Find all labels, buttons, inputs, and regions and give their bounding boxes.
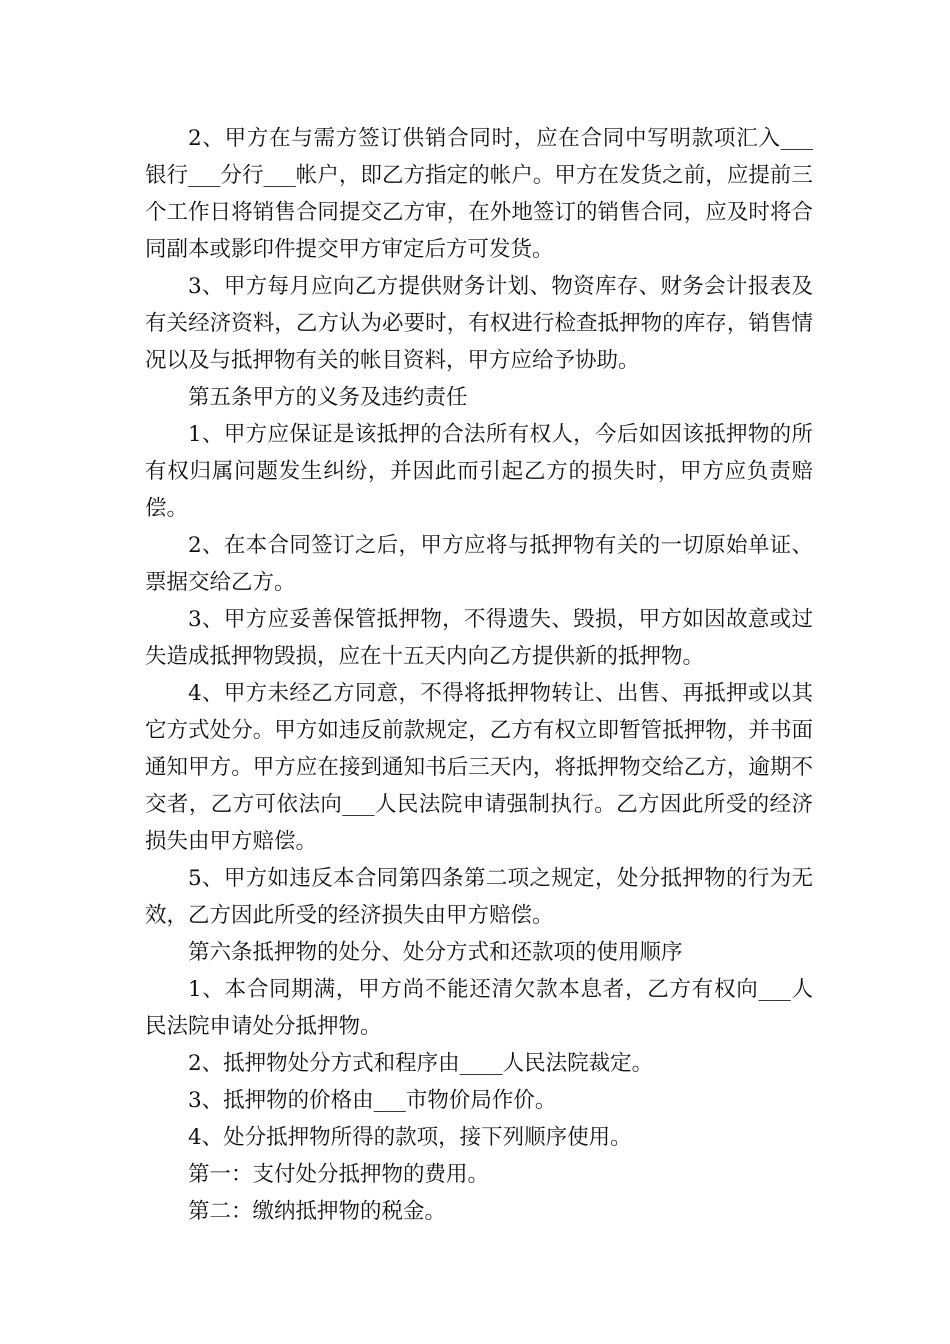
paragraph: 4、甲方未经乙方同意，不得将抵押物转让、出售、再抵押或以其它方式处分。甲方如违反前款规定，乙方有权立即暂管抵押物，并书面通知甲方。甲方应在接到通知书后三天内，将抵押物交给乙方，逾期不交者，乙方可依法向___人民法院申请强制执行。乙方因此所受的经济损失由甲方赔偿。 bbox=[145, 681, 813, 854]
paragraph: 3、甲方每月应向乙方提供财务计划、物资库存、财务会计报表及有关经济资料，乙方认为必要时，有权进行检查抵押物的库存，销售情况以及与抵押物有关的帐目资料，甲方应给予协助。 bbox=[145, 274, 813, 373]
document-body bbox=[145, 120, 813, 1230]
paragraph: 1、甲方应保证是该抵押的合法所有权人，今后如因该抵押物的所有权归属问题发生纠纷，并因此而引起乙方的损失时，甲方应负责赔偿。 bbox=[145, 422, 813, 521]
paragraph: 第一：支付处分抵押物的费用。 bbox=[188, 1162, 490, 1187]
paragraph: 3、抵押物的价格由___市物价局作价。 bbox=[188, 1088, 557, 1113]
paragraph: 1、本合同期满，甲方尚不能还清欠款本息者，乙方有权向___人民法院申请处分抵押物。 bbox=[145, 977, 813, 1039]
paragraph: 4、处分抵押物所得的款项，接下列顺序使用。 bbox=[188, 1125, 632, 1150]
paragraph: 2、甲方在与需方签订供销合同时，应在合同中写明款项汇入___银行___分行___帐户，即乙方指定的帐户。甲方在发货之前，应提前三个工作日将销售合同提交乙方审，在外地签订的销售合同，应及时将合同副本或影印件提交甲方审定后方可发货。 bbox=[145, 126, 813, 262]
paragraph: 2、抵押物处分方式和程序由____人民法院裁定。 bbox=[188, 1051, 654, 1076]
paragraph: 3、甲方应妥善保管抵押物，不得遗失、毁损，甲方如因故意或过失造成抵押物毁损，应在十五天内向乙方提供新的抵押物。 bbox=[145, 607, 813, 669]
section-heading: 第六条抵押物的处分、处分方式和还款项的使用顺序 bbox=[188, 940, 683, 965]
section-heading: 第五条甲方的义务及违约责任 bbox=[188, 385, 468, 410]
paragraph: 5、甲方如违反本合同第四条第二项之规定，处分抵押物的行为无效，乙方因此所受的经济损失由甲方赔偿。 bbox=[145, 866, 813, 928]
paragraph: 2、在本合同签订之后，甲方应将与抵押物有关的一切原始单证、票据交给乙方。 bbox=[145, 533, 813, 595]
paragraph: 第二：缴纳抵押物的税金。 bbox=[188, 1199, 447, 1224]
